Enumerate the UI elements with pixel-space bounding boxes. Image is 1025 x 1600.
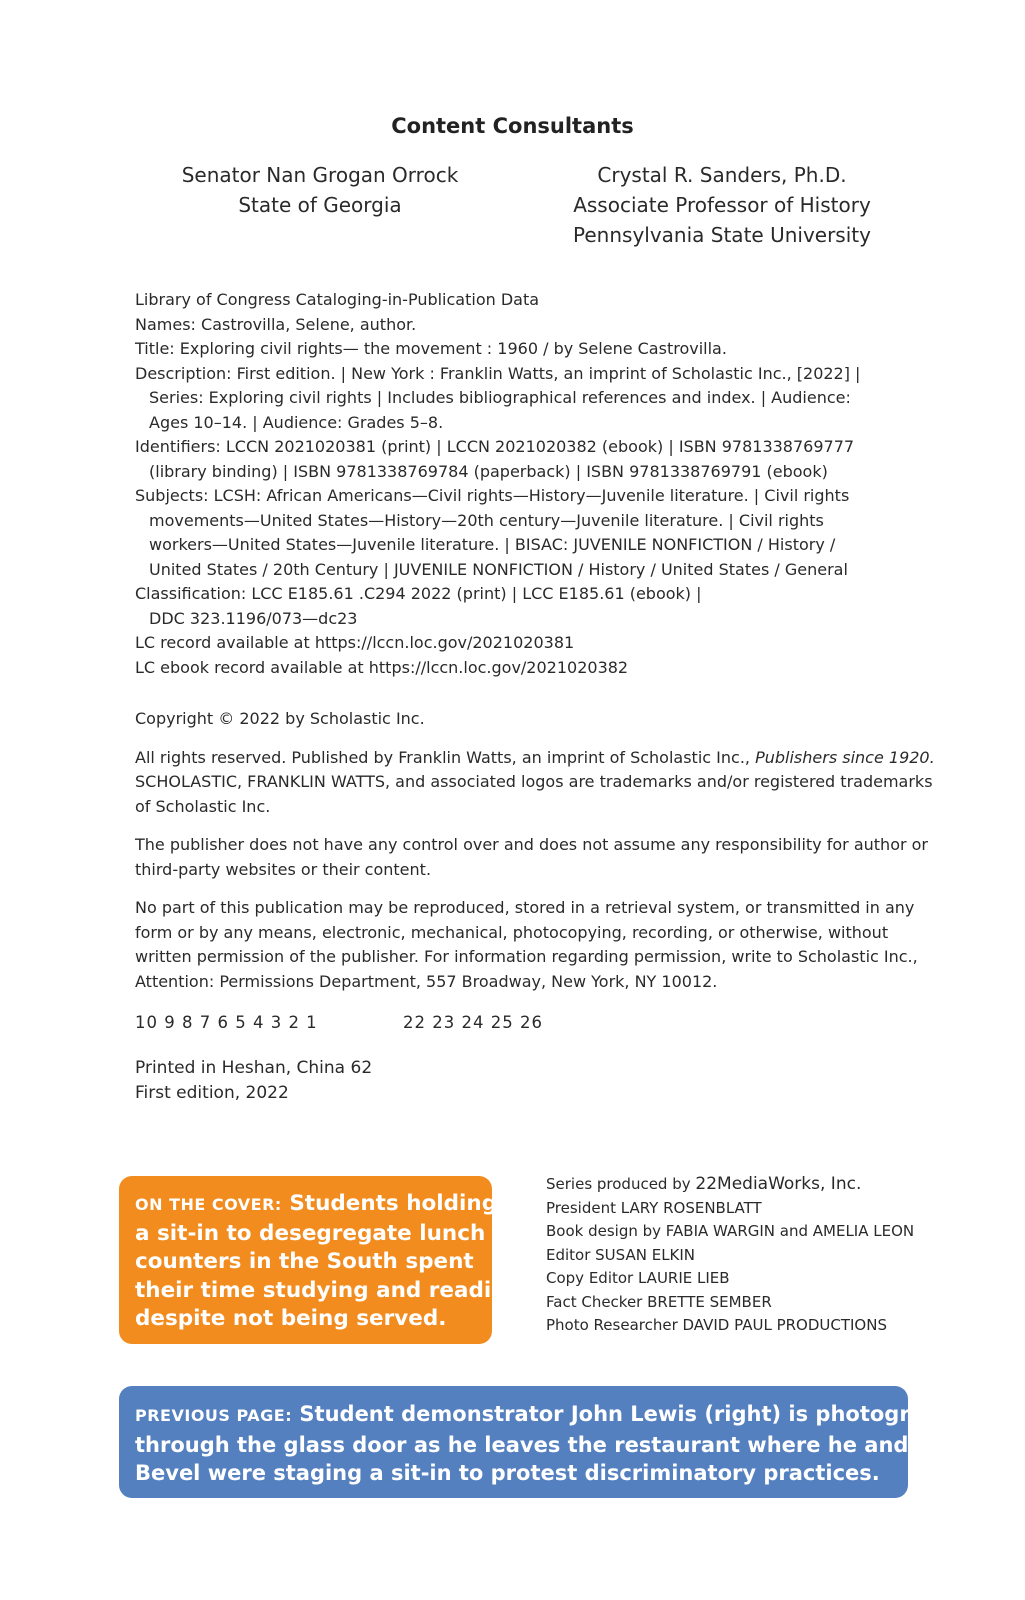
production-credits (546, 1173, 926, 1338)
cover-callout-label: ON THE COVER: (135, 1195, 282, 1214)
series-producer (546, 1173, 926, 1197)
cip-line: (library binding) | ISBN 9781338769784 (paperback) | ISBN 9781338769791 (ebook) (149, 461, 828, 481)
printed-info (135, 1056, 372, 1106)
prev-callout-label: PREVIOUS PAGE: (135, 1406, 293, 1425)
reproduction-line: Attention: Permissions Department, 557 Broadway, New York, NY 10012. (135, 971, 718, 991)
consultant-left-role: State of Georgia (238, 193, 402, 217)
cip-line: DDC 323.1196/073—dc23 (149, 608, 358, 628)
copyright-line: Copyright © 2022 by Scholastic Inc. (135, 709, 425, 728)
disclaimer-line: The publisher does not have any control over and does not assume any responsibility for author or (135, 835, 929, 854)
edition-line: First edition, 2022 (135, 1083, 289, 1103)
cataloging-data (135, 288, 895, 680)
credit-line: Book design by FABIA WARGIN and AMELIA LEON (546, 1222, 915, 1240)
cover-callout-line: counters in the South spent (135, 1249, 474, 1274)
consultant-right (542, 160, 902, 250)
cover-callout-line: their time studying and reading (135, 1277, 522, 1303)
credit-line: Fact Checker BRETTE SEMBER (546, 1292, 772, 1311)
reproduction-line: written permission of the publisher. For information regarding permission, write to Scholastic Inc., (135, 947, 918, 966)
cip-line: Classification: LCC E185.61 .C294 2022 (print) | LCC E185.61 (ebook) | (135, 584, 702, 603)
cip-line: Library of Congress Cataloging-in-Publication Data (135, 290, 540, 309)
printing-years: 22 23 24 25 26 (403, 1013, 543, 1032)
consultants-heading: Content Consultants (391, 114, 634, 138)
cover-callout-text: Students holding (289, 1191, 498, 1216)
copyright-notice (135, 707, 905, 732)
reproduction-notice (135, 896, 918, 994)
cip-line: Title: Exploring civil rights— the movement : 1960 / by Selene Castrovilla. (135, 339, 727, 358)
credit-line: Editor SUSAN ELKIN (546, 1245, 696, 1264)
cover-callout-line (135, 1190, 498, 1220)
prev-callout-line (135, 1400, 984, 1431)
cover-callout-line: despite not being served. (135, 1306, 447, 1331)
series-prefix: Series produced by (546, 1175, 696, 1193)
reproduction-line: form or by any means, electronic, mechanical, photocopying, recording, or otherwise, without (135, 922, 889, 942)
disclaimer-line: third-party websites or their content. (135, 859, 432, 879)
cip-line: Identifiers: LCCN 2021020381 (print) | LCCN 2021020382 (ebook) | ISBN 9781338769777 (135, 437, 855, 456)
rights-line: SCHOLASTIC, FRANKLIN WATTS, and associated logos are trademarks and/or registered trademarks (135, 772, 933, 791)
legal-notices (135, 707, 935, 1008)
cip-line: Series: Exploring civil rights | Includes bibliographical references and index. | Audience: (149, 388, 851, 407)
on-the-cover-callout (119, 1176, 522, 1344)
reproduction-line: No part of this publication may be reproduced, stored in a retrieval system, or transmitted in any (135, 898, 915, 917)
rights-text: All rights reserved. Published by Franklin Watts, an imprint of Scholastic Inc., (135, 747, 756, 767)
cip-line: LC record available at https://lccn.loc.gov/2021020381 (135, 633, 575, 652)
consultant-right-affiliation: Pennsylvania State University (573, 223, 871, 247)
cip-line: Subjects: LCSH: African Americans—Civil rights—History—Juvenile literature. | Civil rights (135, 486, 850, 505)
previous-page-callout (119, 1386, 987, 1498)
consultant-right-name: Crystal R. Sanders, Ph.D. (597, 163, 847, 187)
cover-callout-line: a sit-in to desegregate lunch (135, 1220, 486, 1246)
consultant-left (140, 160, 500, 220)
consultant-right-role: Associate Professor of History (573, 193, 871, 217)
publisher-disclaimer (135, 833, 929, 882)
rights-notice (135, 746, 935, 820)
prev-callout-text: Student demonstrator John Lewis (right) is photographed (299, 1402, 984, 1426)
rights-line (135, 746, 935, 771)
cip-line: workers—United States—Juvenile literature. | BISAC: JUVENILE NONFICTION / History / (149, 535, 836, 554)
credit-line: Copy Editor LAURIE LIEB (546, 1269, 730, 1287)
cip-line: movements—United States—History—20th century—Juvenile literature. | Civil rights (149, 510, 824, 530)
cip-line: LC ebook record available at https://lccn.loc.gov/2021020382 (135, 657, 629, 677)
consultant-left-name: Senator Nan Grogan Orrock (181, 163, 459, 187)
rights-line: of Scholastic Inc. (135, 796, 271, 816)
impression-line: 10 9 8 7 6 5 4 3 2 1 (135, 1013, 318, 1032)
publisher-since: Publishers since 1920. (755, 747, 935, 767)
cip-line: Ages 10–14. | Audience: Grades 5–8. (149, 412, 444, 432)
prev-callout-line: through the glass door as he leaves the restaurant where he and James (135, 1432, 987, 1457)
prev-callout-line: Bevel were staging a sit-in to protest discriminatory practices. (135, 1461, 880, 1485)
credit-line: Photo Researcher DAVID PAUL PRODUCTIONS (546, 1316, 887, 1334)
printed-location: Printed in Heshan, China 62 (135, 1058, 373, 1078)
cip-line: United States / 20th Century | JUVENILE NONFICTION / History / United States / General (149, 559, 848, 579)
series-company: 22MediaWorks, Inc. (695, 1174, 862, 1194)
credit-line: President LARY ROSENBLATT (546, 1198, 762, 1217)
cip-line: Names: Castrovilla, Selene, author. (135, 314, 417, 334)
cip-line: Description: First edition. | New York : Franklin Watts, an imprint of Scholastic Inc., [2022] | (135, 363, 861, 383)
